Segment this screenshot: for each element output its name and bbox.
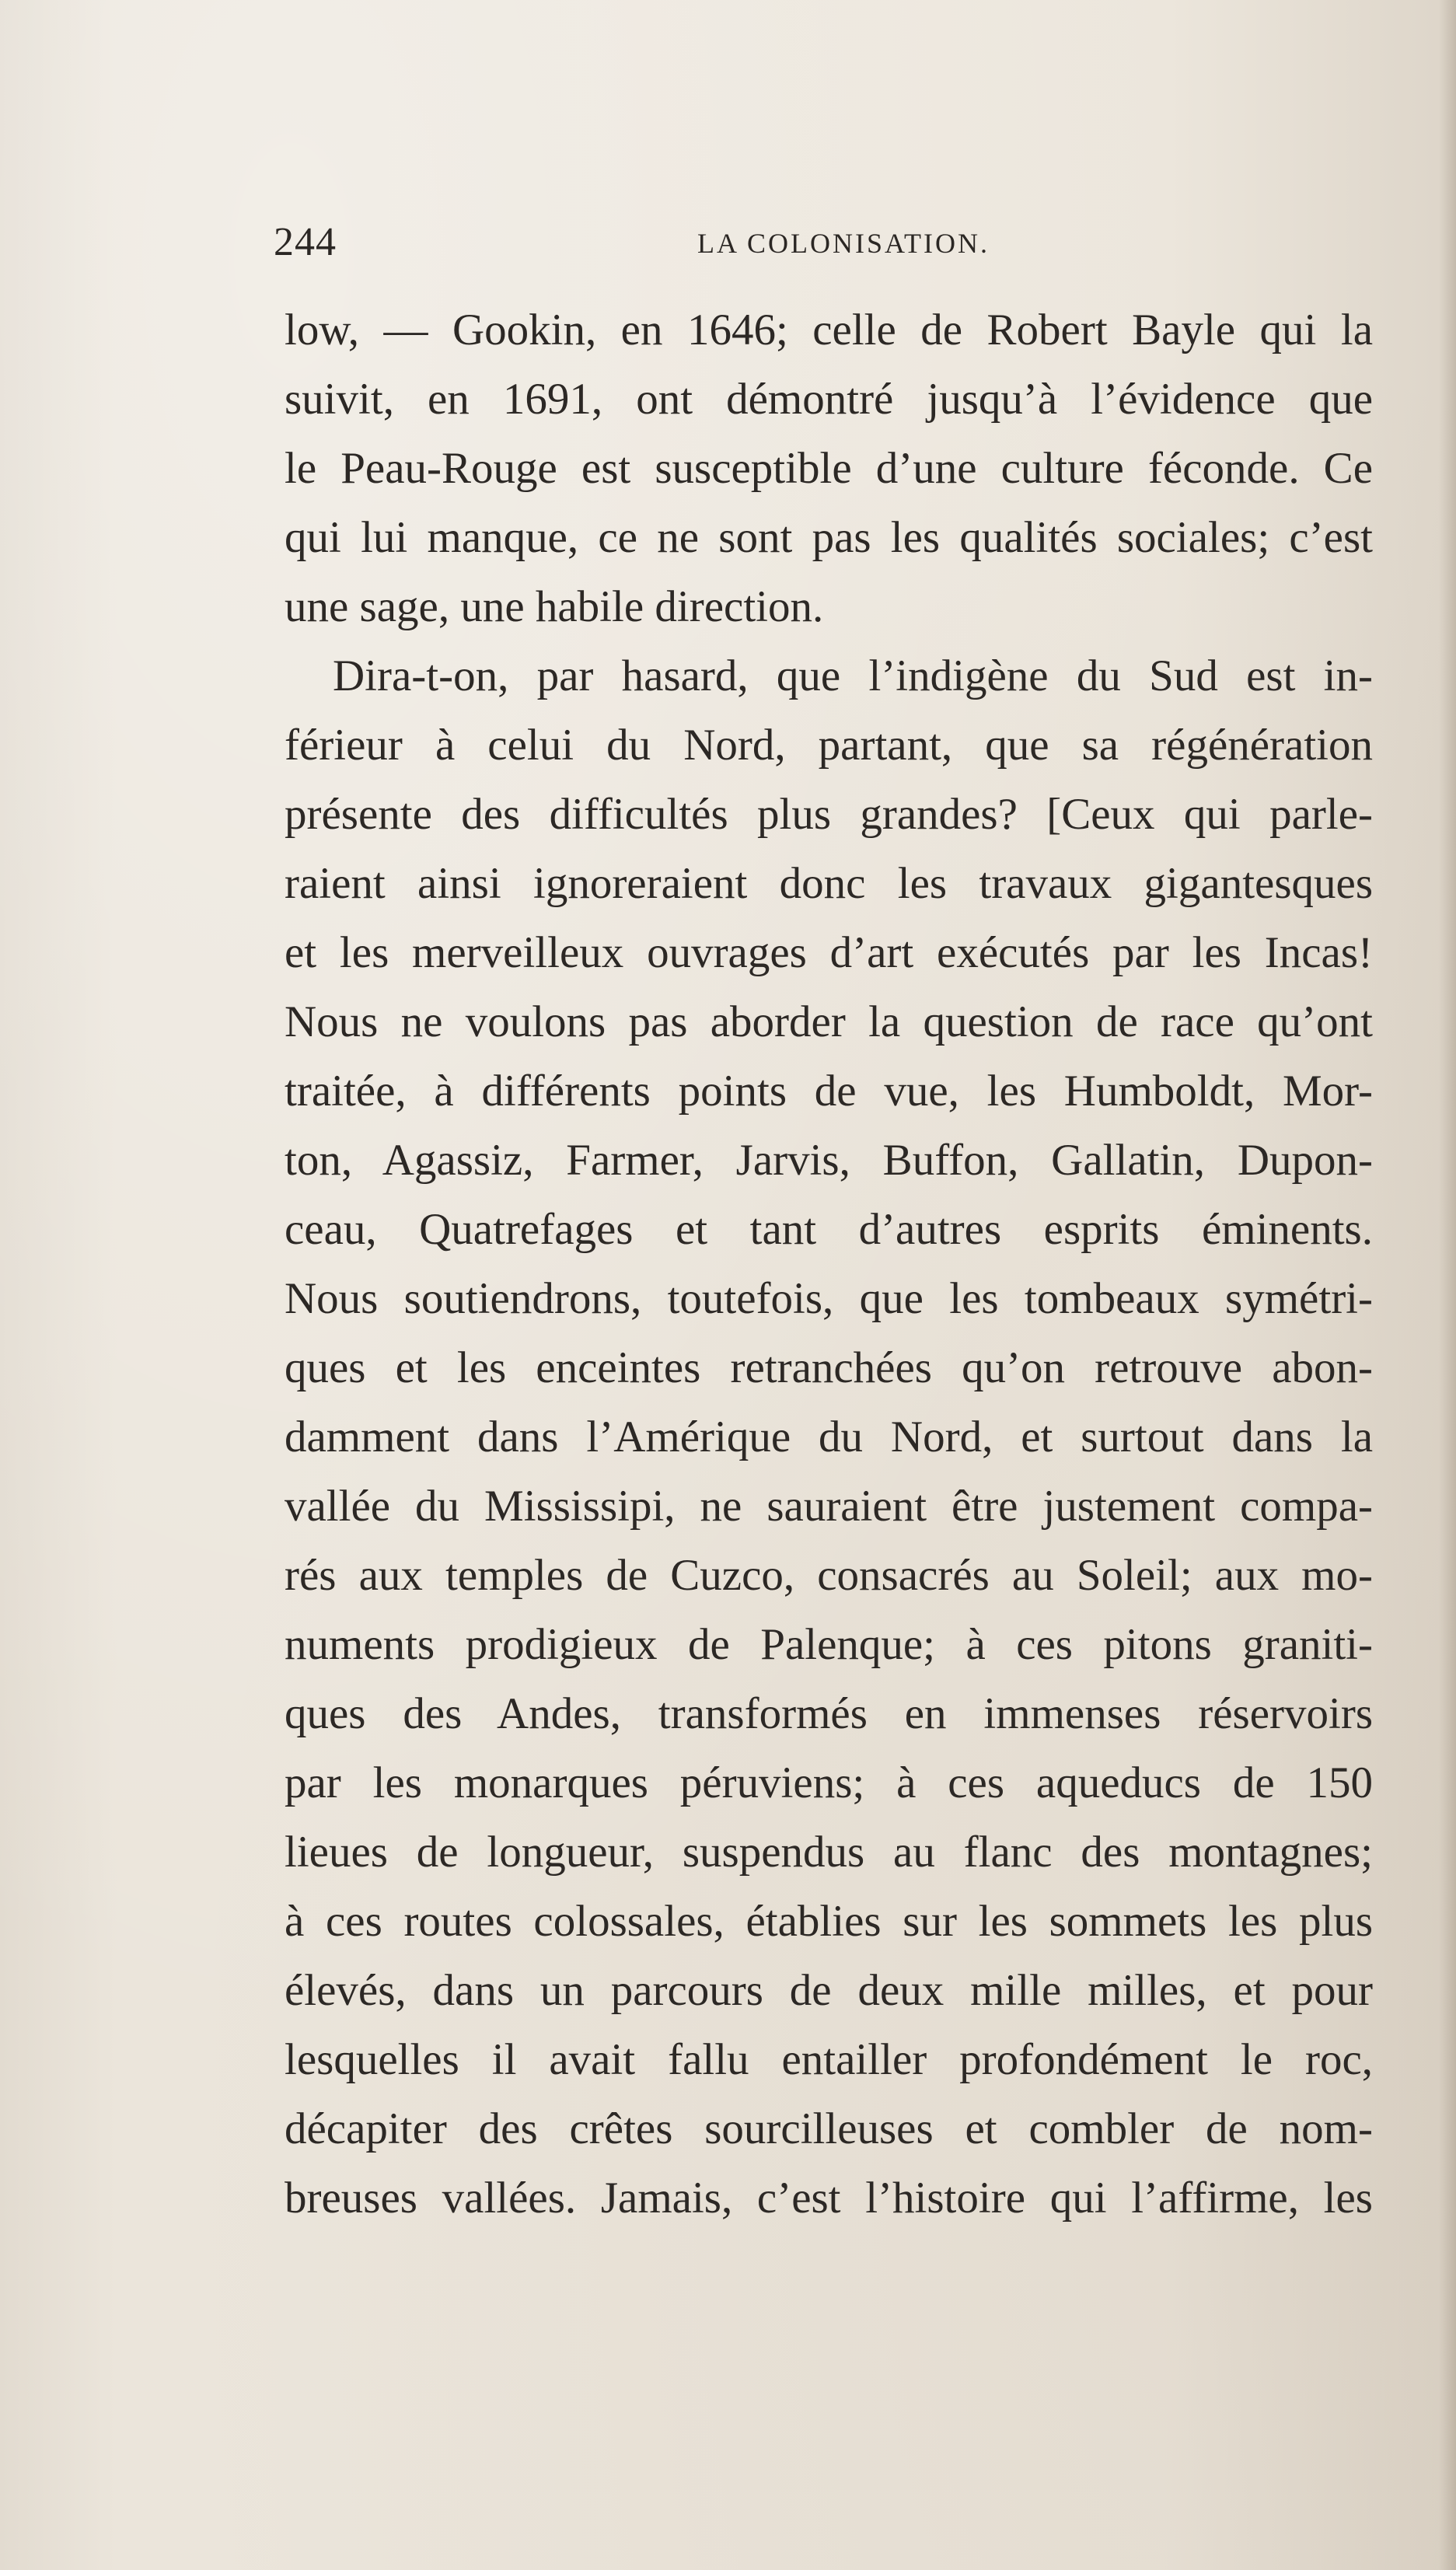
text-line: low, — Gookin, en 1646; celle de Robert Bayle qui la bbox=[285, 306, 1373, 354]
page-number: 244 bbox=[274, 220, 337, 264]
text-line: ton, Agassiz, Farmer, Jarvis, Buffon, Gallatin, Dupon- bbox=[285, 1136, 1373, 1185]
text-line: lieues de longueur, suspendus au flanc des montagnes; bbox=[285, 1828, 1373, 1877]
text-line: Dira-t-on, par hasard, que l’indigène du Sud est in- bbox=[333, 651, 1373, 700]
text-line: traitée, à différents points de vue, les Humboldt, Mor- bbox=[285, 1067, 1373, 1116]
text-line: qui lui manque, ce ne sont pas les qualités sociales; c’est bbox=[285, 513, 1373, 562]
text-line: le Peau-Rouge est susceptible d’une culture féconde. Ce bbox=[285, 444, 1373, 493]
text-line: numents prodigieux de Palenque; à ces pitons graniti- bbox=[285, 1620, 1373, 1669]
text-line: férieur à celui du Nord, partant, que sa régénération bbox=[285, 721, 1373, 770]
text-line: à ces routes colossales, établies sur les sommets les plus bbox=[285, 1897, 1373, 1946]
text-line: par les monarques péruviens; à ces aqueducs de 150 bbox=[285, 1758, 1373, 1807]
body-text bbox=[285, 295, 1373, 2233]
text-line: élevés, dans un parcours de deux mille milles, et pour bbox=[285, 1966, 1373, 2015]
text-line: ques et les enceintes retranchées qu’on retrouve abon- bbox=[285, 1343, 1373, 1392]
text-line: raient ainsi ignoreraient donc les travaux gigantesques bbox=[285, 859, 1373, 908]
text-line: présente des difficultés plus grandes? [Ceux qui parle- bbox=[285, 790, 1373, 839]
text-line: damment dans l’Amérique du Nord, et surtout dans la bbox=[285, 1412, 1373, 1461]
text-line: suivit, en 1691, ont démontré jusqu’à l’évidence que bbox=[285, 375, 1373, 424]
text-line: rés aux temples de Cuzco, consacrés au Soleil; aux mo- bbox=[285, 1551, 1373, 1600]
page-header bbox=[274, 219, 997, 274]
page-edge-shadow bbox=[1439, 0, 1456, 2570]
text-line: décapiter des crêtes sourcilleuses et combler de nom- bbox=[285, 2104, 1373, 2153]
text-line: Nous soutiendrons, toutefois, que les tombeaux symétri- bbox=[285, 1274, 1373, 1323]
text-line: breuses vallées. Jamais, c’est l’histoire qui l’affirme, les bbox=[285, 2174, 1373, 2223]
text-line: vallée du Mississipi, ne sauraient être justement compa- bbox=[285, 1482, 1373, 1531]
text-line: et les merveilleux ouvrages d’art exécutés par les Incas! bbox=[285, 928, 1373, 977]
text-line: une sage, une habile direction. bbox=[285, 582, 824, 631]
text-line: ques des Andes, transformés en immenses réservoirs bbox=[285, 1689, 1373, 1738]
text-line: Nous ne voulons pas aborder la question de race qu’ont bbox=[285, 997, 1373, 1046]
text-line: ceau, Quatrefages et tant d’autres esprits éminents. bbox=[285, 1205, 1373, 1254]
text-line: lesquelles il avait fallu entailler profondément le roc, bbox=[285, 2035, 1373, 2084]
running-head: LA COLONISATION. bbox=[697, 228, 990, 259]
